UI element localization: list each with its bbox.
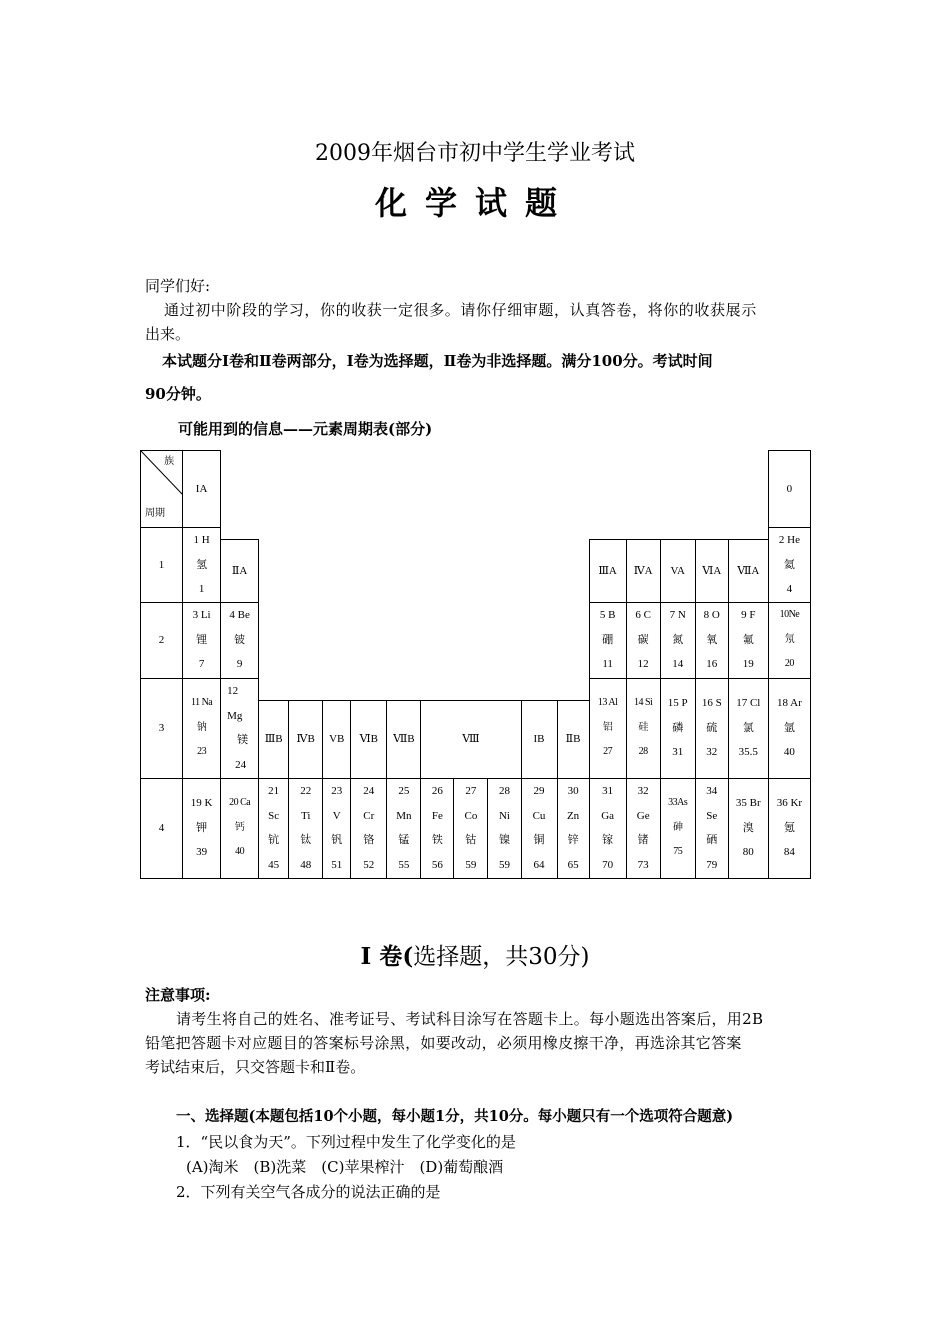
group-label: 族	[164, 456, 175, 467]
element-Mn: 25 Mn 锰 55	[387, 778, 421, 878]
group-header-0: 0	[768, 451, 810, 528]
element-Mg: 12 Mg 镁 24	[221, 678, 259, 778]
section-heading	[0, 938, 950, 971]
element-Na: 11 Na 钠 23	[183, 678, 221, 778]
element-S: 16 S 硫 32	[695, 678, 728, 778]
table-caption: 可能用到的信息——元素周期表(部分)	[178, 420, 433, 438]
group-header-IVA: ⅣA	[626, 540, 660, 602]
periodic-table	[140, 450, 811, 879]
element-Ga: 31 Ga 镓 70	[589, 778, 626, 878]
element-Cr: 24 Cr 铬 52	[351, 778, 387, 878]
group-header-VIB: ⅥB	[351, 700, 387, 778]
element-Cl: 17 Cl 氯 35.5	[728, 678, 768, 778]
group-header-IIB: ⅡB	[557, 700, 589, 778]
element-N: 7 N 氮 14	[660, 602, 695, 678]
element-Al: 13 Al 铝 27	[589, 678, 626, 778]
notice-title: 注意事项:	[145, 986, 211, 1004]
notice-line-3: 考试结束后，只交答题卡和Ⅱ卷。	[145, 1058, 366, 1076]
element-H: 1 H 氢 1	[183, 528, 221, 603]
element-Be: 4 Be 铍 9	[221, 602, 259, 678]
element-Sc: 21 Sc 钪 45	[259, 778, 289, 878]
group-header-IB: IB	[521, 700, 557, 778]
element-Li: 3 Li 锂 7	[183, 602, 221, 678]
group-header-VIA: ⅥA	[695, 540, 728, 602]
group-header-VA: VA	[660, 540, 695, 602]
element-V: 23 V 钒 51	[323, 778, 351, 878]
period-4: 4	[141, 778, 183, 878]
element-B: 5 B 硼 11	[589, 602, 626, 678]
group-header-IIIA: ⅢA	[589, 540, 626, 602]
notice-line-1: 请考生将自己的姓名、准考证号、考试科目涂写在答题卡上。每小题选出答案后，用2B	[176, 1010, 764, 1028]
element-Ca: 20 Ca 钙 40	[221, 778, 259, 878]
element-P: 15 P 磷 31	[660, 678, 695, 778]
notice-line-2: 铅笔把答题卡对应题目的答案标号涂黑，如要改动，必须用橡皮擦干净，再选涂其它答案	[145, 1034, 742, 1052]
period-3: 3	[141, 678, 183, 778]
element-Zn: 30 Zn 锌 65	[557, 778, 589, 878]
element-Cu: 29 Cu 铜 64	[521, 778, 557, 878]
exam-info-time: 90分钟。	[145, 385, 211, 403]
greeting: 同学们好:	[145, 277, 211, 295]
element-O: 8 O 氧 16	[695, 602, 728, 678]
period-2: 2	[141, 602, 183, 678]
exam-title: 化学试题	[374, 184, 575, 222]
element-K: 19 K 钾 39	[183, 778, 221, 878]
element-Ni: 28 Ni 镍 59	[488, 778, 521, 878]
part-title: 一、选择题(本题包括10个小题，每小题1分，共10分。每小题只有一个选项符合题意)	[176, 1108, 734, 1125]
exam-subtitle: 2009年烟台市初中学生学业考试	[315, 141, 635, 166]
period-1: 1	[141, 528, 183, 603]
element-C: 6 C 碳 12	[626, 602, 660, 678]
group-header-IIIB: ⅢB	[259, 700, 289, 778]
intro-paragraph: 通过初中阶段的学习，你的收获一定很多。请你仔细审题，认真答卷，将你的收获展示	[164, 301, 757, 319]
element-As: 33As 砷 75	[660, 778, 695, 878]
element-Ge: 32 Ge 锗 73	[626, 778, 660, 878]
question-1: 1．“民以食为天”。下列过程中发生了化学变化的是	[176, 1133, 516, 1151]
group-header-IIA: ⅡA	[221, 540, 259, 602]
element-Br: 35 Br 溴 80	[728, 778, 768, 878]
element-Ti: 22 Ti 钛 48	[289, 778, 323, 878]
element-F: 9 F 氟 19	[728, 602, 768, 678]
section-heading-bold: Ⅰ 卷(	[360, 943, 414, 970]
element-Co: 27 Co 钴 59	[454, 778, 488, 878]
group-header-IA: IA	[183, 451, 221, 528]
element-Fe: 26 Fe 铁 56	[421, 778, 454, 878]
intro-paragraph-end: 出来。	[145, 325, 191, 343]
question-1-options: (A)淘米 (B)洗菜 (C)苹果榨汁 (D)葡萄酿酒	[186, 1158, 504, 1176]
group-header-VIII: Ⅷ	[421, 700, 521, 778]
element-Ne: 10Ne 氖 20	[768, 602, 810, 678]
element-Ar: 18 Ar 氩 40	[768, 678, 810, 778]
element-Kr: 36 Kr 氪 84	[768, 778, 810, 878]
exam-info: 本试题分Ⅰ卷和Ⅱ卷两部分，Ⅰ卷为选择题，Ⅱ卷为非选择题。满分100分。考试时间	[162, 352, 713, 370]
group-header-IVB: ⅣB	[289, 700, 323, 778]
question-2: 2．下列有关空气各成分的说法正确的是	[176, 1183, 441, 1201]
element-Si: 14 Si 硅 28	[626, 678, 660, 778]
element-Se: 34 Se 硒 79	[695, 778, 728, 878]
period-label: 周期	[145, 508, 165, 519]
group-header-VB: VB	[323, 700, 351, 778]
section-heading-rest: 选择题，共30分)	[413, 944, 590, 970]
group-header-VIIA: ⅦA	[728, 540, 768, 602]
corner-cell	[141, 451, 183, 528]
group-header-VIIB: ⅦB	[387, 700, 421, 778]
element-He: 2 He 氦 4	[768, 528, 810, 603]
